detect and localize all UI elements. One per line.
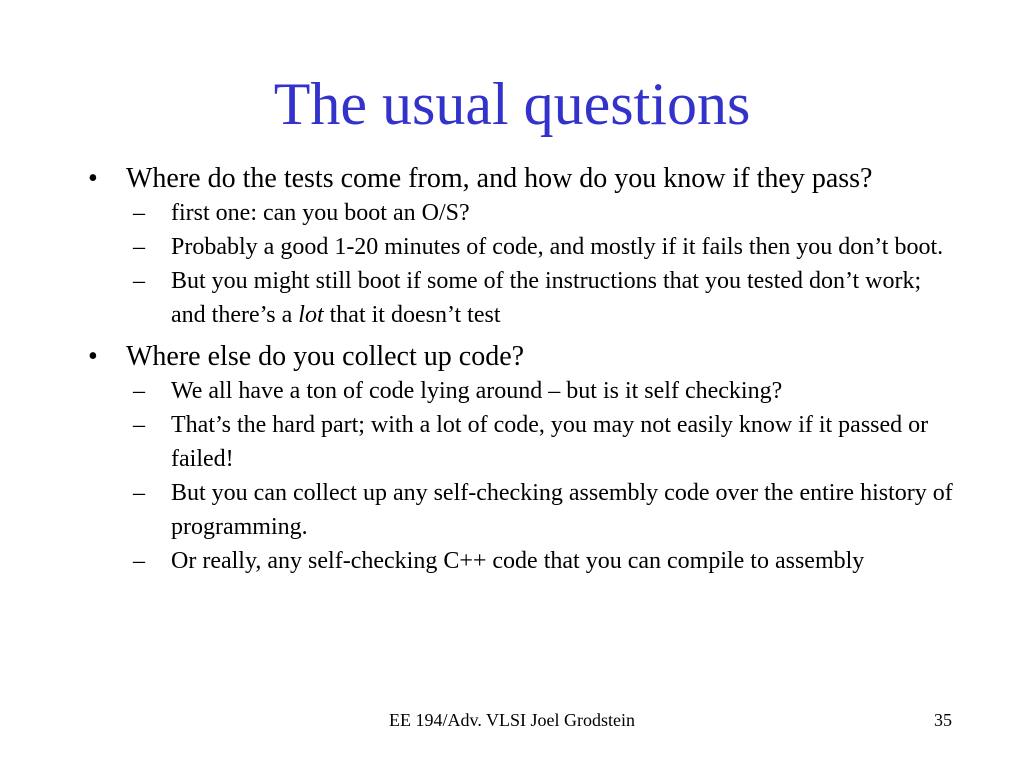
dash-icon: – <box>133 548 145 574</box>
bullet-icon: • <box>88 341 98 372</box>
dash-icon: – <box>133 378 145 404</box>
bullet-icon: • <box>88 163 98 194</box>
sub-bullet-item <box>126 476 961 544</box>
bullet-text: Where do the tests come from, and how do you know if they pass? <box>126 163 873 194</box>
dash-icon: – <box>133 268 145 294</box>
bullet-item <box>88 162 958 196</box>
slide-body <box>88 162 958 578</box>
sub-bullet-text-before: But you might still boot if some of the instructions that you tested don’t work; and there’s a <box>171 268 922 328</box>
sub-bullet-text: Probably a good 1-20 minutes of code, and mostly if it fails then you don’t boot. <box>171 234 944 260</box>
bullet-item <box>88 340 958 374</box>
sub-bullet-item <box>126 196 961 230</box>
bullet-text: Where else do you collect up code? <box>126 341 525 372</box>
sub-bullet-text: first one: can you boot an O/S? <box>171 200 470 226</box>
sub-list <box>88 196 958 332</box>
sub-bullet-text: We all have a ton of code lying around – but is it self checking? <box>171 378 783 404</box>
dash-icon: – <box>133 480 145 506</box>
sub-bullet-text: Or really, any self-checking C++ code that you can compile to assembly <box>171 548 865 574</box>
dash-icon: – <box>133 412 145 438</box>
sub-bullet-item <box>126 264 961 332</box>
sub-bullet-item <box>126 408 961 476</box>
sub-bullet-text: That’s the hard part; with a lot of code, you may not easily know if it passed or failed! <box>171 412 929 472</box>
sub-bullet-item <box>126 544 961 578</box>
sub-list <box>88 374 958 578</box>
footer-course-label: EE 194/Adv. VLSI Joel Grodstein <box>389 710 635 730</box>
slide-title: The usual questions <box>273 71 751 137</box>
sub-bullet-text: But you can collect up any self-checking assembly code over the entire history of programming. <box>171 480 953 540</box>
sub-bullet-text-after: that it doesn’t test <box>323 302 501 328</box>
dash-icon: – <box>133 234 145 260</box>
page-number: 35 <box>934 710 952 730</box>
dash-icon: – <box>133 200 145 226</box>
sub-bullet-emphasis: lot <box>298 302 324 328</box>
sub-bullet-item <box>126 230 961 264</box>
sub-bullet-item <box>126 374 961 408</box>
